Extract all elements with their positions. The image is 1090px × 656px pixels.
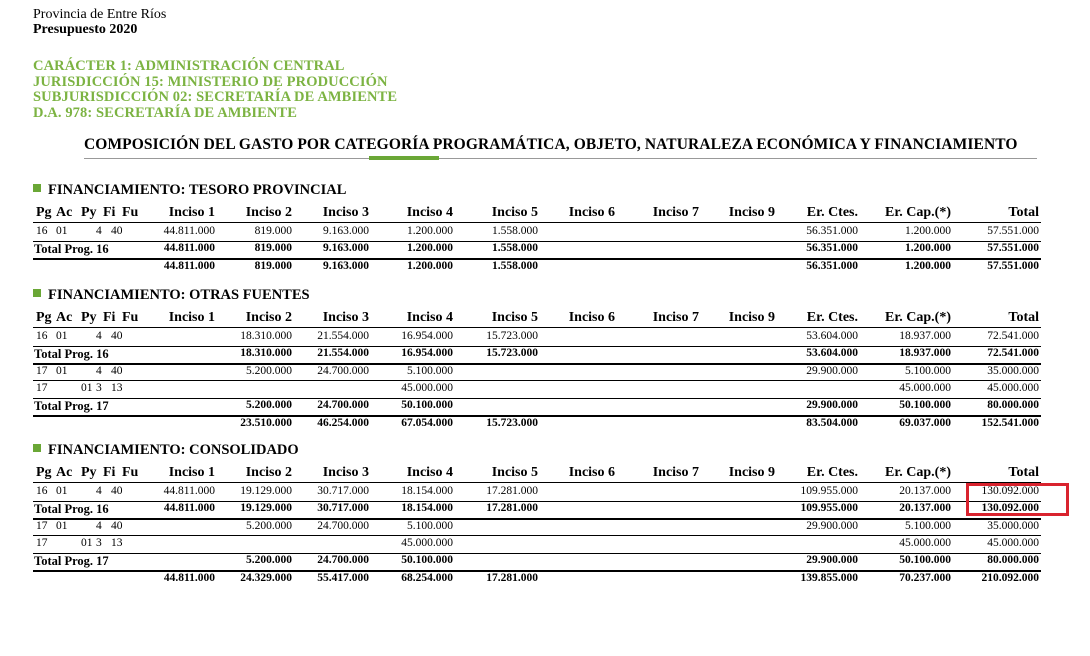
cell-inciso2: 19.129.000 <box>240 485 292 497</box>
cell-ercap: 69.037.000 <box>899 416 951 429</box>
col-header-inciso4: Inciso 4 <box>406 465 453 480</box>
cell-erctes: 139.855.000 <box>800 571 858 584</box>
cell-inciso3: 30.717.000 <box>317 485 369 497</box>
header-underline <box>33 327 1041 328</box>
cell-inciso3: 55.417.000 <box>317 571 369 584</box>
cell-erctes: 29.900.000 <box>806 364 858 377</box>
cell-inciso2: 18.310.000 <box>240 330 292 342</box>
cell-pg: 17 <box>36 519 48 532</box>
col-header-inciso6: Inciso 6 <box>568 310 615 325</box>
col-header-pg: Pg <box>36 205 52 220</box>
cell-ercap: 45.000.000 <box>899 381 951 394</box>
cell-inciso1: 44.811.000 <box>163 242 215 255</box>
section-bullet-icon <box>33 444 41 452</box>
cell-total: 80.000.000 <box>987 399 1039 412</box>
cell-total: 57.551.000 <box>987 242 1039 255</box>
cell-inciso2: 819.000 <box>254 242 292 255</box>
report-title: COMPOSICIÓN DEL GASTO POR CATEGORÍA PROGRAMÁTICA, OBJETO, NATURALEZA ECONÓMICA Y FINANCIAMIENTO <box>84 136 1018 153</box>
col-header-inciso2: Inciso 2 <box>245 465 292 480</box>
cell-erctes: 83.504.000 <box>806 416 858 429</box>
col-header-fu: Fu <box>122 205 139 220</box>
cell-pg: 17 <box>36 381 48 394</box>
section-bullet-icon <box>33 184 41 192</box>
cell-inciso4: 18.154.000 <box>401 502 453 515</box>
cell-erctes: 109.955.000 <box>800 502 858 515</box>
col-header-inciso6: Inciso 6 <box>568 465 615 480</box>
header-underline <box>33 482 1041 483</box>
cell-ercap: 1.200.000 <box>905 259 951 272</box>
section-title <box>33 287 310 304</box>
col-header-ercap: Er. Cap.(*) <box>885 310 951 325</box>
cell-fu: 40 <box>111 519 123 532</box>
cell-fu: 40 <box>111 330 123 342</box>
cell-inciso1: 44.811.000 <box>163 485 215 497</box>
cell-inciso3: 24.700.000 <box>317 554 369 567</box>
cell-inciso2: 5.200.000 <box>246 399 292 412</box>
col-header-total: Total <box>1008 310 1039 325</box>
cell-inciso3: 21.554.000 <box>317 330 369 342</box>
cell-ercap: 18.937.000 <box>899 330 951 342</box>
cell-inciso1: 44.811.000 <box>163 259 215 272</box>
col-header-ercap: Er. Cap.(*) <box>885 465 951 480</box>
cell-fi: 3 <box>96 536 102 549</box>
col-header-erctes: Er. Ctes. <box>806 310 858 325</box>
cell-inciso5: 1.558.000 <box>492 259 538 272</box>
cell-pg: 17 <box>36 364 48 377</box>
col-header-ac: Ac <box>56 310 73 325</box>
cell-ac: 01 <box>56 225 68 237</box>
cell-fu: 40 <box>111 364 123 377</box>
cell-inciso5: 1.558.000 <box>492 242 538 255</box>
cell-fu: 40 <box>111 485 123 497</box>
col-header-inciso9: Inciso 9 <box>728 465 775 480</box>
col-header-inciso3: Inciso 3 <box>322 310 369 325</box>
row-rule <box>33 398 1041 399</box>
cell-ercap: 20.137.000 <box>899 485 951 497</box>
cell-ac: 01 <box>56 519 68 532</box>
col-header-fu: Fu <box>122 310 139 325</box>
cell-total: 57.551.000 <box>987 259 1039 272</box>
da-line: D.A. 978: SECRETARÍA DE AMBIENTE <box>33 104 297 121</box>
cell-inciso4: 1.200.000 <box>407 225 453 237</box>
cell-py: 01 <box>81 381 93 394</box>
budget-year: Presupuesto 2020 <box>33 22 138 37</box>
col-header-py: Py <box>81 310 97 325</box>
cell-erctes: 29.900.000 <box>806 554 858 567</box>
row-label: Total Prog. 16 <box>34 502 109 517</box>
cell-inciso2: 819.000 <box>254 225 292 237</box>
section-title <box>33 182 346 199</box>
cell-inciso4: 67.054.000 <box>401 416 453 429</box>
cell-erctes: 29.900.000 <box>806 519 858 532</box>
cell-inciso4: 5.100.000 <box>407 519 453 532</box>
cell-pg: 16 <box>36 330 48 342</box>
col-header-erctes: Er. Ctes. <box>806 465 858 480</box>
cell-total: 45.000.000 <box>987 381 1039 394</box>
cell-inciso2: 19.129.000 <box>240 502 292 515</box>
subjurisdiccion-line: SUBJURISDICCIÓN 02: SECRETARÍA DE AMBIENTE <box>33 89 398 105</box>
cell-ac: 01 <box>56 364 68 377</box>
highlight-box <box>966 483 1069 516</box>
col-header-erctes: Er. Ctes. <box>806 205 858 220</box>
cell-inciso4: 45.000.000 <box>401 381 453 394</box>
cell-inciso3: 24.700.000 <box>317 364 369 377</box>
cell-inciso5: 17.281.000 <box>486 571 538 584</box>
section-title-text: FINANCIAMIENTO: TESORO PROVINCIAL <box>48 182 347 198</box>
cell-ercap: 1.200.000 <box>905 225 951 237</box>
cell-total: 72.541.000 <box>987 347 1039 360</box>
cell-inciso4: 1.200.000 <box>407 242 453 255</box>
cell-total: 130.092.000 <box>981 502 1039 515</box>
header-underline <box>33 222 1041 223</box>
cell-inciso1: 44.811.000 <box>163 571 215 584</box>
cell-fu: 40 <box>111 225 123 237</box>
cell-fu: 13 <box>111 536 123 549</box>
col-header-inciso7: Inciso 7 <box>652 205 699 220</box>
cell-ercap: 20.137.000 <box>899 502 951 515</box>
cell-inciso3: 30.717.000 <box>317 502 369 515</box>
col-header-total: Total <box>1008 465 1039 480</box>
cell-ercap: 45.000.000 <box>899 536 951 549</box>
col-header-inciso2: Inciso 2 <box>245 205 292 220</box>
cell-fi: 3 <box>96 381 102 394</box>
cell-total: 72.541.000 <box>987 330 1039 342</box>
province-name: Provincia de Entre Ríos <box>33 7 167 22</box>
cell-inciso2: 18.310.000 <box>240 347 292 360</box>
cell-ercap: 18.937.000 <box>899 347 951 360</box>
col-header-inciso6: Inciso 6 <box>568 205 615 220</box>
row-label: Total Prog. 16 <box>34 347 109 362</box>
cell-ercap: 50.100.000 <box>899 554 951 567</box>
cell-inciso4: 45.000.000 <box>401 536 453 549</box>
cell-inciso3: 46.254.000 <box>317 416 369 429</box>
section-bullet-icon <box>33 289 41 297</box>
cell-inciso5: 17.281.000 <box>486 485 538 497</box>
row-label: Total Prog. 17 <box>34 554 109 569</box>
col-header-fi: Fi <box>103 465 116 480</box>
cell-inciso4: 68.254.000 <box>401 571 453 584</box>
cell-total: 57.551.000 <box>987 225 1039 237</box>
cell-inciso3: 9.163.000 <box>323 225 369 237</box>
total-rule <box>33 518 1041 520</box>
col-header-ac: Ac <box>56 205 73 220</box>
title-accent-bar <box>369 156 439 160</box>
cell-inciso3: 24.700.000 <box>317 399 369 412</box>
col-header-inciso3: Inciso 3 <box>322 205 369 220</box>
col-header-inciso9: Inciso 9 <box>728 205 775 220</box>
cell-inciso5: 17.281.000 <box>486 502 538 515</box>
cell-ercap: 70.237.000 <box>899 571 951 584</box>
cell-fi: 4 <box>96 519 102 532</box>
cell-inciso4: 50.100.000 <box>401 554 453 567</box>
row-rule <box>33 535 1041 536</box>
cell-pg: 17 <box>36 536 48 549</box>
col-header-inciso7: Inciso 7 <box>652 310 699 325</box>
cell-ac: 01 <box>56 330 68 342</box>
col-header-fi: Fi <box>103 310 116 325</box>
cell-fi: 4 <box>96 225 102 237</box>
cell-inciso2: 5.200.000 <box>246 364 292 377</box>
cell-erctes: 109.955.000 <box>800 485 858 497</box>
section-title-text: FINANCIAMIENTO: OTRAS FUENTES <box>48 287 310 303</box>
cell-inciso5: 1.558.000 <box>492 225 538 237</box>
row-label: Total Prog. 16 <box>34 242 109 257</box>
col-header-inciso5: Inciso 5 <box>491 465 538 480</box>
cell-total: 210.092.000 <box>981 571 1039 584</box>
total-rule <box>33 363 1041 365</box>
col-header-ac: Ac <box>56 465 73 480</box>
cell-inciso5: 15.723.000 <box>486 330 538 342</box>
cell-erctes: 29.900.000 <box>806 399 858 412</box>
cell-erctes: 56.351.000 <box>806 242 858 255</box>
col-header-inciso3: Inciso 3 <box>322 465 369 480</box>
cell-inciso4: 50.100.000 <box>401 399 453 412</box>
row-rule <box>33 380 1041 381</box>
cell-py: 01 <box>81 536 93 549</box>
cell-erctes: 56.351.000 <box>806 225 858 237</box>
cell-inciso4: 18.154.000 <box>401 485 453 497</box>
col-header-fi: Fi <box>103 205 116 220</box>
col-header-inciso5: Inciso 5 <box>491 310 538 325</box>
cell-inciso5: 15.723.000 <box>486 416 538 429</box>
col-header-fu: Fu <box>122 465 139 480</box>
col-header-inciso9: Inciso 9 <box>728 310 775 325</box>
cell-inciso3: 24.700.000 <box>317 519 369 532</box>
cell-ercap: 50.100.000 <box>899 399 951 412</box>
col-header-inciso2: Inciso 2 <box>245 310 292 325</box>
col-header-py: Py <box>81 465 97 480</box>
cell-inciso1: 44.811.000 <box>163 502 215 515</box>
cell-ac: 01 <box>56 485 68 497</box>
row-rule <box>33 553 1041 554</box>
caracter-line: CARÁCTER 1: ADMINISTRACIÓN CENTRAL <box>33 58 345 74</box>
cell-inciso4: 16.954.000 <box>401 330 453 342</box>
col-header-pg: Pg <box>36 465 52 480</box>
col-header-ercap: Er. Cap.(*) <box>885 205 951 220</box>
cell-fi: 4 <box>96 330 102 342</box>
cell-total: 35.000.000 <box>987 519 1039 532</box>
jurisdiccion-line: JURISDICCIÓN 15: MINISTERIO DE PRODUCCIÓN <box>33 73 388 90</box>
cell-inciso2: 5.200.000 <box>246 519 292 532</box>
cell-inciso2: 23.510.000 <box>240 416 292 429</box>
cell-ercap: 1.200.000 <box>905 242 951 255</box>
cell-inciso4: 5.100.000 <box>407 364 453 377</box>
cell-inciso5: 15.723.000 <box>486 347 538 360</box>
cell-ercap: 5.100.000 <box>905 519 951 532</box>
cell-inciso2: 24.329.000 <box>240 571 292 584</box>
col-header-inciso5: Inciso 5 <box>491 205 538 220</box>
cell-inciso4: 16.954.000 <box>401 347 453 360</box>
cell-total: 152.541.000 <box>981 416 1039 429</box>
col-header-pg: Pg <box>36 310 52 325</box>
section-title <box>33 442 299 459</box>
row-label: Total Prog. 17 <box>34 399 109 414</box>
cell-erctes: 53.604.000 <box>806 347 858 360</box>
cell-inciso1: 44.811.000 <box>163 225 215 237</box>
cell-fi: 4 <box>96 485 102 497</box>
cell-inciso3: 21.554.000 <box>317 347 369 360</box>
cell-erctes: 56.351.000 <box>806 259 858 272</box>
cell-inciso4: 1.200.000 <box>407 259 453 272</box>
cell-total: 130.092.000 <box>981 485 1039 497</box>
col-header-inciso1: Inciso 1 <box>168 205 215 220</box>
cell-inciso2: 819.000 <box>254 259 292 272</box>
cell-ercap: 5.100.000 <box>905 364 951 377</box>
cell-pg: 16 <box>36 485 48 497</box>
cell-inciso3: 9.163.000 <box>323 259 369 272</box>
cell-fi: 4 <box>96 364 102 377</box>
col-header-inciso7: Inciso 7 <box>652 465 699 480</box>
cell-inciso2: 5.200.000 <box>246 554 292 567</box>
cell-inciso3: 9.163.000 <box>323 242 369 255</box>
cell-total: 45.000.000 <box>987 536 1039 549</box>
cell-fu: 13 <box>111 381 123 394</box>
col-header-inciso4: Inciso 4 <box>406 310 453 325</box>
cell-erctes: 53.604.000 <box>806 330 858 342</box>
col-header-inciso1: Inciso 1 <box>168 465 215 480</box>
title-underline <box>84 158 1037 159</box>
col-header-total: Total <box>1008 205 1039 220</box>
col-header-py: Py <box>81 205 97 220</box>
cell-pg: 16 <box>36 225 48 237</box>
cell-total: 80.000.000 <box>987 554 1039 567</box>
col-header-inciso1: Inciso 1 <box>168 310 215 325</box>
section-title-text: FINANCIAMIENTO: CONSOLIDADO <box>48 442 299 458</box>
cell-total: 35.000.000 <box>987 364 1039 377</box>
col-header-inciso4: Inciso 4 <box>406 205 453 220</box>
